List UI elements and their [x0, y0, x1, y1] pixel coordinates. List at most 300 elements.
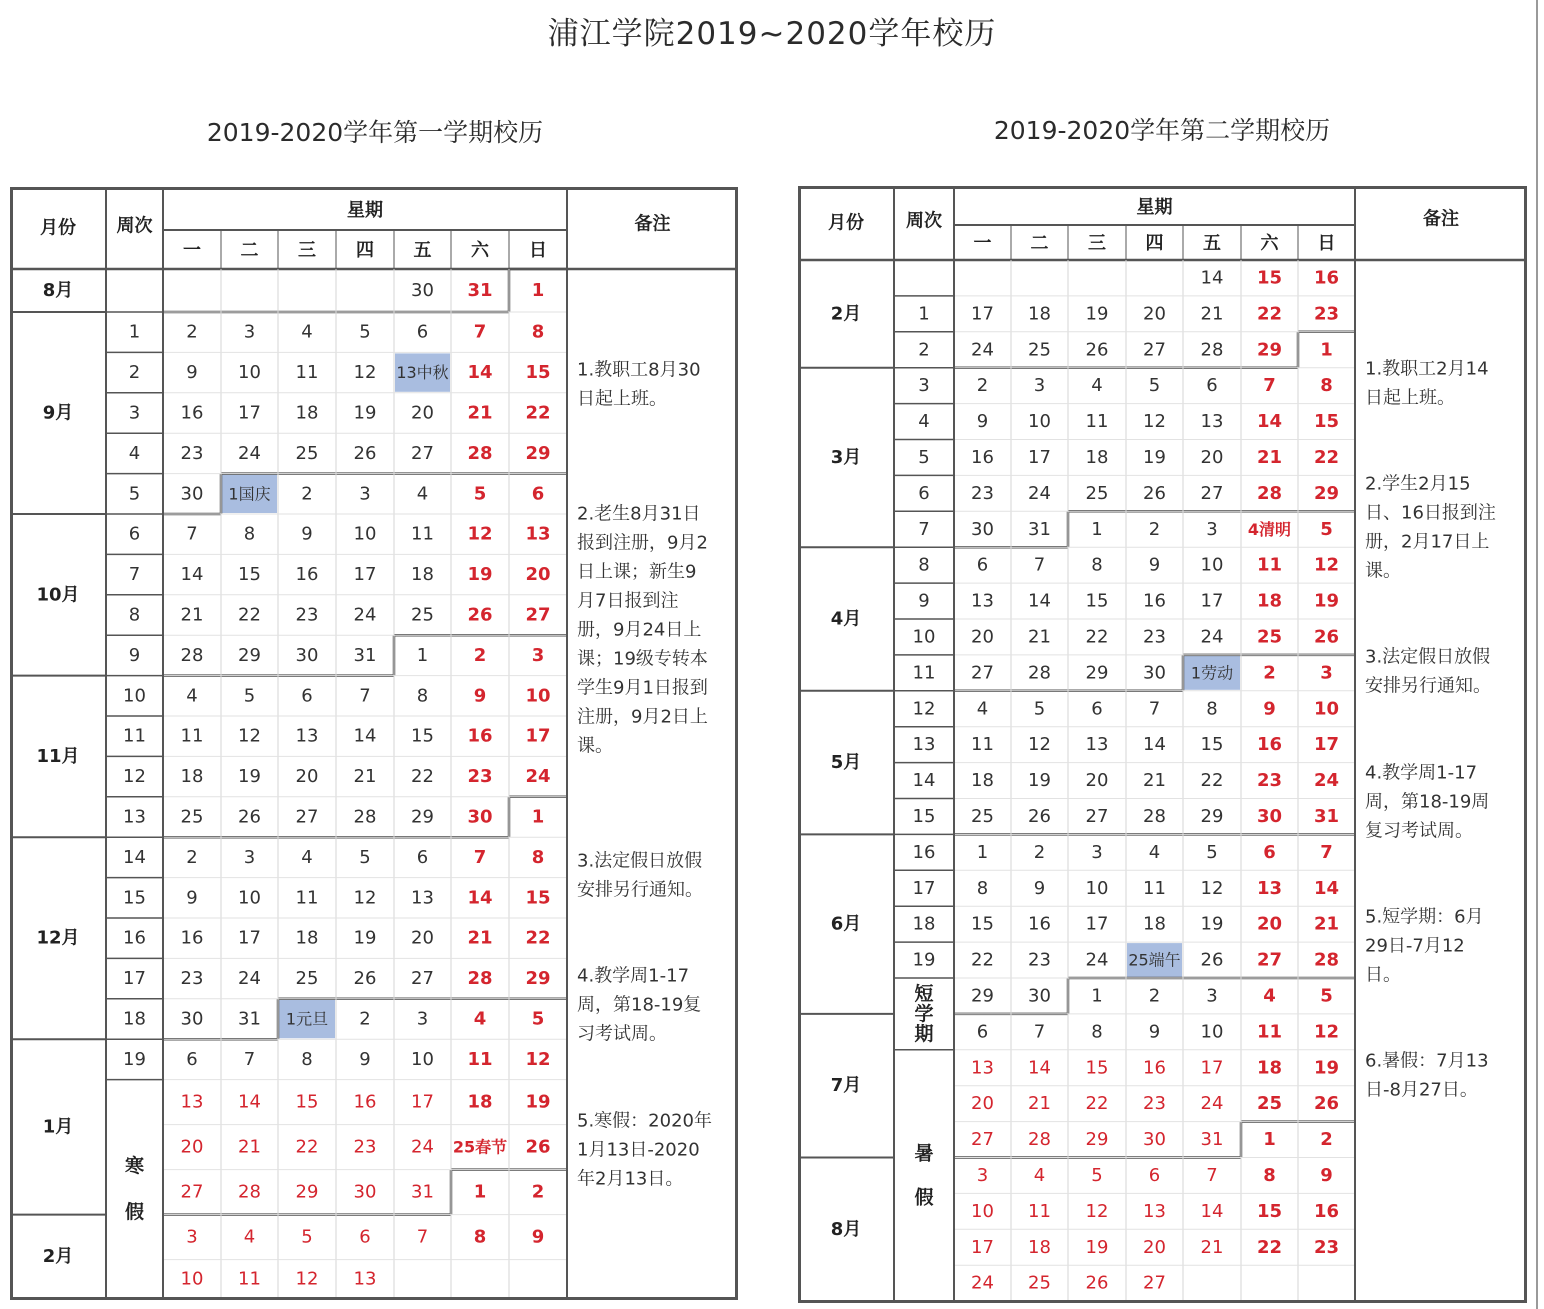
date-cell: 8	[1091, 554, 1103, 576]
date-cell: 24	[1313, 770, 1340, 792]
date-cell: 27	[411, 442, 434, 464]
date-cell: 30	[467, 806, 493, 828]
note-line: 1.教职工8月30	[577, 359, 701, 381]
date-cell: 13	[1085, 734, 1109, 756]
date-cell: 24	[238, 442, 261, 464]
date-cell: 19	[1085, 1236, 1109, 1258]
date-cell: 2	[359, 1008, 371, 1030]
date-cell: 25	[1256, 626, 1283, 648]
date-cell: 20	[971, 626, 994, 648]
date-cell: 7	[1206, 1164, 1218, 1186]
date-cell: 15	[1200, 734, 1224, 756]
note-line: 安排另行通知。	[577, 879, 703, 901]
note-line: 日。	[1365, 964, 1401, 986]
note-line: 周，第18-19周	[1365, 791, 1490, 813]
date-cell: 29	[1313, 482, 1340, 504]
date-cell: 8	[473, 1226, 487, 1248]
date-cell: 26	[467, 604, 493, 626]
date-cell: 21	[180, 604, 204, 626]
date-cell: 10	[411, 1048, 434, 1070]
weekday-header: 星期	[347, 200, 383, 221]
date-cell: 5	[1148, 375, 1161, 397]
date-cell: 4	[976, 698, 989, 720]
date-cell: 12	[295, 1268, 319, 1290]
date-cell: 6	[1263, 841, 1276, 863]
holiday-date: 25春节	[452, 1137, 508, 1157]
date-cell: 5	[243, 685, 256, 707]
date-cell: 20	[525, 564, 551, 586]
note-line: 日起上班。	[1365, 387, 1455, 409]
date-cell: 1	[531, 806, 545, 828]
week-number: 18	[912, 913, 936, 935]
note-line: 月7日报到注	[577, 590, 679, 612]
date-cell: 31	[467, 280, 493, 301]
date-cell: 29	[525, 968, 551, 990]
note-line: 册，2月17日上	[1365, 531, 1490, 553]
date-cell: 30	[353, 1181, 377, 1203]
date-cell: 6	[531, 483, 545, 505]
date-cell: 15	[411, 725, 434, 747]
week-number: 6	[128, 523, 141, 545]
date-cell: 16	[295, 564, 319, 586]
date-cell: 27	[1085, 805, 1109, 827]
date-cell: 23	[1028, 949, 1051, 971]
date-cell: 26	[238, 806, 261, 828]
date-cell: 26	[525, 1136, 551, 1158]
date-cell: 30	[295, 644, 319, 666]
weekday-label: 日	[1317, 233, 1336, 254]
week-number: 14	[912, 770, 936, 792]
date-cell: 21	[238, 1136, 261, 1158]
date-cell: 7	[473, 321, 487, 343]
date-cell: 22	[1256, 1236, 1283, 1258]
note-line: 4.教学周1-17	[1365, 762, 1478, 784]
date-cell: 11	[467, 1048, 493, 1070]
note-line: 2.老生8月31日	[577, 503, 701, 525]
date-cell: 22	[1256, 303, 1283, 325]
date-cell: 27	[1143, 339, 1166, 361]
date-cell: 9	[473, 685, 487, 707]
week-number: 19	[123, 1048, 146, 1070]
date-cell: 14	[1200, 1200, 1224, 1222]
note-line: 课；19级专转本	[577, 648, 708, 670]
date-cell: 30	[180, 1008, 204, 1030]
date-cell: 6	[186, 1048, 198, 1070]
note-line: 4.教学周1-17	[577, 965, 690, 987]
date-cell: 28	[1143, 805, 1166, 827]
date-cell: 8	[301, 1048, 313, 1070]
notes-header: 备注	[634, 213, 671, 235]
date-cell: 11	[295, 362, 319, 384]
date-cell: 15	[1256, 267, 1283, 289]
date-cell: 9	[1148, 554, 1161, 576]
date-cell: 29	[238, 644, 261, 666]
date-cell: 14	[1200, 267, 1224, 289]
date-cell: 25	[295, 442, 319, 464]
page-edge-divider	[1536, 0, 1538, 1309]
date-cell: 10	[1028, 411, 1051, 433]
short_term-char: 学	[914, 1002, 934, 1025]
month-label: 8月	[830, 1218, 862, 1240]
date-cell: 4	[243, 1226, 256, 1248]
date-cell: 9	[301, 523, 313, 545]
date-cell: 5	[1206, 841, 1218, 863]
date-cell: 22	[1085, 1093, 1109, 1115]
date-cell: 29	[1085, 1129, 1109, 1151]
date-cell: 23	[1313, 1236, 1340, 1258]
semester2-calendar	[798, 186, 1527, 1303]
date-cell: 25	[1028, 339, 1051, 361]
date-cell: 28	[467, 442, 493, 464]
week-number: 4	[918, 411, 930, 433]
date-cell: 20	[295, 766, 319, 788]
month-label: 2月	[42, 1245, 74, 1267]
date-cell: 31	[353, 644, 377, 666]
date-cell: 23	[180, 442, 204, 464]
date-cell: 14	[1143, 734, 1166, 756]
month-label: 9月	[42, 402, 74, 424]
week-number: 2	[128, 362, 141, 384]
date-cell: 19	[525, 1091, 551, 1113]
date-cell: 5	[1320, 985, 1333, 1007]
date-cell: 7	[243, 1048, 256, 1070]
week-number: 5	[918, 446, 930, 468]
date-cell: 3	[1033, 375, 1046, 397]
week-number: 15	[123, 887, 146, 909]
date-cell: 23	[295, 604, 319, 626]
date-cell: 26	[1143, 482, 1166, 504]
date-cell: 3	[243, 846, 256, 868]
date-cell: 16	[1256, 734, 1283, 756]
date-cell: 10	[1313, 698, 1340, 720]
date-cell: 25	[1028, 1272, 1051, 1294]
date-cell: 30	[1256, 805, 1283, 827]
month-label: 12月	[36, 927, 80, 949]
date-cell: 16	[180, 927, 204, 949]
vacation-char: 暑	[914, 1142, 934, 1165]
date-cell: 26	[1200, 949, 1224, 971]
vacation-char: 寒	[124, 1154, 145, 1177]
month-label: 6月	[830, 913, 862, 935]
date-cell: 19	[1313, 590, 1340, 612]
date-cell: 25	[1256, 1093, 1283, 1115]
vacation-char: 假	[124, 1200, 145, 1223]
date-cell: 20	[411, 927, 434, 949]
date-cell: 22	[525, 927, 551, 949]
date-cell: 10	[525, 685, 551, 707]
date-cell: 24	[1200, 626, 1224, 648]
date-cell: 13	[971, 590, 994, 612]
date-cell: 22	[238, 604, 261, 626]
date-cell: 10	[971, 1200, 994, 1222]
date-cell: 10	[238, 362, 261, 384]
date-cell: 20	[1143, 303, 1166, 325]
week-number: 8	[128, 604, 141, 626]
date-cell: 28	[1028, 662, 1051, 684]
date-cell: 18	[1085, 446, 1109, 468]
date-cell: 21	[1200, 303, 1224, 325]
date-cell: 23	[1143, 1093, 1166, 1115]
date-cell: 9	[1148, 1021, 1161, 1043]
week-number: 17	[123, 968, 146, 990]
date-cell: 14	[1028, 1057, 1051, 1079]
date-cell: 16	[971, 446, 994, 468]
date-cell: 13	[1143, 1200, 1166, 1222]
date-cell: 6	[359, 1226, 371, 1248]
date-cell: 23	[1143, 626, 1166, 648]
date-cell: 30	[971, 518, 994, 540]
date-cell: 31	[238, 1008, 261, 1030]
date-cell: 11	[295, 887, 319, 909]
date-cell: 22	[525, 402, 551, 424]
date-cell: 12	[353, 362, 377, 384]
date-cell: 6	[416, 321, 429, 343]
date-cell: 11	[1256, 1021, 1283, 1043]
week-number: 5	[128, 483, 141, 505]
holiday-date: 1国庆	[228, 484, 271, 504]
semester2-calendar-grid	[798, 186, 1527, 1303]
date-cell: 29	[295, 1181, 319, 1203]
date-cell: 10	[1200, 1021, 1224, 1043]
date-cell: 8	[531, 846, 545, 868]
date-cell: 22	[1085, 626, 1109, 648]
week-number: 9	[128, 644, 141, 666]
month-label: 1月	[42, 1116, 74, 1138]
date-cell: 25	[1085, 482, 1109, 504]
date-cell: 6	[416, 846, 429, 868]
date-cell: 7	[1263, 375, 1276, 397]
date-cell: 30	[1143, 1129, 1166, 1151]
date-cell: 17	[1028, 446, 1051, 468]
note-line: 1.教职工2月14	[1365, 358, 1489, 380]
date-cell: 6	[1091, 698, 1103, 720]
date-cell: 22	[295, 1136, 319, 1158]
note-line: 复习考试周。	[1365, 820, 1473, 842]
holiday-date: 1元旦	[285, 1009, 329, 1029]
note-line: 2.学生2月15	[1365, 473, 1471, 495]
date-cell: 15	[295, 1091, 319, 1113]
month-header: 月份	[40, 217, 76, 239]
week-number: 12	[912, 698, 936, 720]
date-cell: 31	[1313, 805, 1340, 827]
date-cell: 3	[976, 1164, 989, 1186]
date-cell: 13	[1256, 877, 1283, 899]
date-cell: 3	[359, 483, 371, 505]
date-cell: 26	[1313, 626, 1340, 648]
date-cell: 15	[1085, 1057, 1109, 1079]
weekday-label: 一	[183, 240, 201, 261]
date-cell: 24	[238, 968, 261, 990]
date-cell: 13	[1200, 411, 1224, 433]
date-cell: 1	[1263, 1129, 1276, 1151]
date-cell: 28	[1256, 482, 1283, 504]
date-cell: 16	[1028, 913, 1051, 935]
date-cell: 18	[971, 770, 994, 792]
date-cell: 18	[180, 766, 204, 788]
date-cell: 7	[1033, 554, 1046, 576]
date-cell: 28	[238, 1181, 261, 1203]
date-cell: 18	[1256, 1057, 1283, 1079]
date-cell: 12	[1313, 1021, 1340, 1043]
weekday-label: 日	[529, 240, 547, 261]
date-cell: 16	[1313, 1200, 1340, 1222]
holiday-date: 25端午	[1128, 950, 1181, 970]
date-cell: 14	[1313, 877, 1340, 899]
date-cell: 3	[416, 1008, 429, 1030]
date-cell: 27	[180, 1181, 204, 1203]
date-cell: 16	[180, 402, 204, 424]
date-cell: 18	[1028, 1236, 1051, 1258]
date-cell: 9	[1263, 698, 1276, 720]
week-number: 19	[912, 949, 936, 971]
note-line: 日起上班。	[577, 388, 667, 410]
date-cell: 10	[1200, 554, 1224, 576]
page-title: 浦江学院2019~2020学年校历	[547, 16, 997, 52]
date-cell: 2	[1033, 841, 1046, 863]
date-cell: 24	[353, 604, 377, 626]
date-cell: 11	[1085, 411, 1109, 433]
date-cell: 17	[238, 402, 261, 424]
date-cell: 15	[971, 913, 994, 935]
date-cell: 28	[1200, 339, 1224, 361]
date-cell: 12	[1085, 1200, 1109, 1222]
note-line: 周，第18-19复	[577, 994, 702, 1016]
week-number: 16	[123, 927, 146, 949]
week-number: 8	[918, 554, 930, 576]
date-cell: 19	[1028, 770, 1051, 792]
date-cell: 16	[1143, 590, 1166, 612]
date-cell: 24	[525, 766, 551, 788]
date-cell: 8	[1206, 698, 1218, 720]
week-number: 7	[128, 564, 141, 586]
date-cell: 11	[971, 734, 994, 756]
date-cell: 14	[353, 725, 377, 747]
date-cell: 16	[1143, 1057, 1166, 1079]
week-number: 6	[918, 482, 930, 504]
note-line: 5.寒假：2020年	[577, 1110, 712, 1132]
month-label: 8月	[42, 280, 74, 301]
date-cell: 7	[473, 846, 487, 868]
date-cell: 18	[1143, 913, 1166, 935]
date-cell: 1	[416, 644, 429, 666]
weekday-label: 二	[240, 240, 259, 261]
date-cell: 14	[1028, 590, 1051, 612]
vacation-char: 假	[914, 1186, 934, 1209]
date-cell: 6	[1148, 1164, 1161, 1186]
date-cell: 21	[1313, 913, 1340, 935]
date-cell: 27	[1256, 949, 1283, 971]
date-cell: 6	[1206, 375, 1218, 397]
note-line: 注册，9月2日上	[577, 706, 708, 728]
date-cell: 31	[411, 1181, 434, 1203]
week-number: 4	[128, 442, 141, 464]
week-header: 周次	[116, 215, 153, 237]
date-cell: 2	[186, 846, 198, 868]
date-cell: 27	[971, 1129, 994, 1151]
date-cell: 8	[1263, 1164, 1276, 1186]
date-cell: 5	[473, 483, 487, 505]
holiday-date: 4清明	[1247, 519, 1292, 539]
date-cell: 19	[238, 766, 261, 788]
date-cell: 23	[1256, 770, 1283, 792]
month-label: 5月	[830, 752, 862, 774]
date-cell: 21	[1143, 770, 1166, 792]
note-line: 年2月13日。	[577, 1168, 684, 1190]
date-cell: 4	[1148, 841, 1161, 863]
note-line: 1月13日-2020	[577, 1139, 700, 1161]
note-line: 日-8月27日。	[1365, 1079, 1478, 1101]
date-cell: 19	[1313, 1057, 1340, 1079]
date-cell: 9	[1033, 877, 1046, 899]
weekday-label: 二	[1030, 233, 1049, 254]
date-cell: 19	[353, 927, 377, 949]
date-cell: 20	[1143, 1236, 1166, 1258]
note-line: 日、16日报到注	[1365, 502, 1496, 524]
note-line: 安排另行通知。	[1365, 675, 1491, 697]
note-line: 29日-7月12	[1365, 935, 1465, 957]
date-cell: 1	[473, 1181, 487, 1203]
date-cell: 22	[1313, 446, 1340, 468]
date-cell: 22	[971, 949, 994, 971]
date-cell: 12	[353, 887, 377, 909]
date-cell: 17	[1313, 734, 1340, 756]
date-cell: 4	[1263, 985, 1276, 1007]
weekday-label: 三	[1088, 233, 1106, 254]
date-cell: 10	[238, 887, 261, 909]
week-number: 7	[918, 518, 930, 540]
date-cell: 12	[525, 1048, 551, 1070]
date-cell: 11	[238, 1268, 261, 1290]
date-cell: 3	[1206, 518, 1218, 540]
date-cell: 20	[180, 1136, 204, 1158]
date-cell: 20	[411, 402, 434, 424]
date-cell: 27	[1200, 482, 1224, 504]
date-cell: 24	[1200, 1093, 1224, 1115]
date-cell: 30	[1028, 985, 1051, 1007]
date-cell: 12	[1313, 554, 1340, 576]
date-cell: 17	[353, 564, 377, 586]
date-cell: 22	[1200, 770, 1224, 792]
week-number: 3	[918, 375, 930, 397]
note-line: 课。	[1365, 560, 1401, 582]
weekday-label: 四	[356, 240, 374, 261]
date-cell: 4	[301, 846, 313, 868]
date-cell: 19	[1200, 913, 1224, 935]
date-cell: 21	[1028, 626, 1051, 648]
week-number: 18	[123, 1008, 146, 1030]
date-cell: 2	[1148, 985, 1161, 1007]
date-cell: 29	[971, 985, 994, 1007]
date-cell: 2	[531, 1181, 545, 1203]
date-cell: 3	[186, 1226, 198, 1248]
date-cell: 13	[295, 725, 319, 747]
month-label: 3月	[830, 446, 862, 468]
date-cell: 18	[1256, 590, 1283, 612]
note-line: 日上课；新生9	[577, 561, 697, 583]
date-cell: 26	[353, 442, 377, 464]
date-cell: 27	[411, 968, 434, 990]
date-cell: 2	[1148, 518, 1161, 540]
date-cell: 8	[1091, 1021, 1103, 1043]
month-label: 11月	[36, 745, 80, 767]
date-cell: 13	[353, 1268, 377, 1290]
date-cell: 5	[531, 1008, 545, 1030]
date-cell: 24	[971, 1272, 994, 1294]
date-cell: 23	[1313, 303, 1340, 325]
week-number: 13	[912, 734, 936, 756]
date-cell: 27	[1143, 1272, 1166, 1294]
date-cell: 7	[1148, 698, 1161, 720]
